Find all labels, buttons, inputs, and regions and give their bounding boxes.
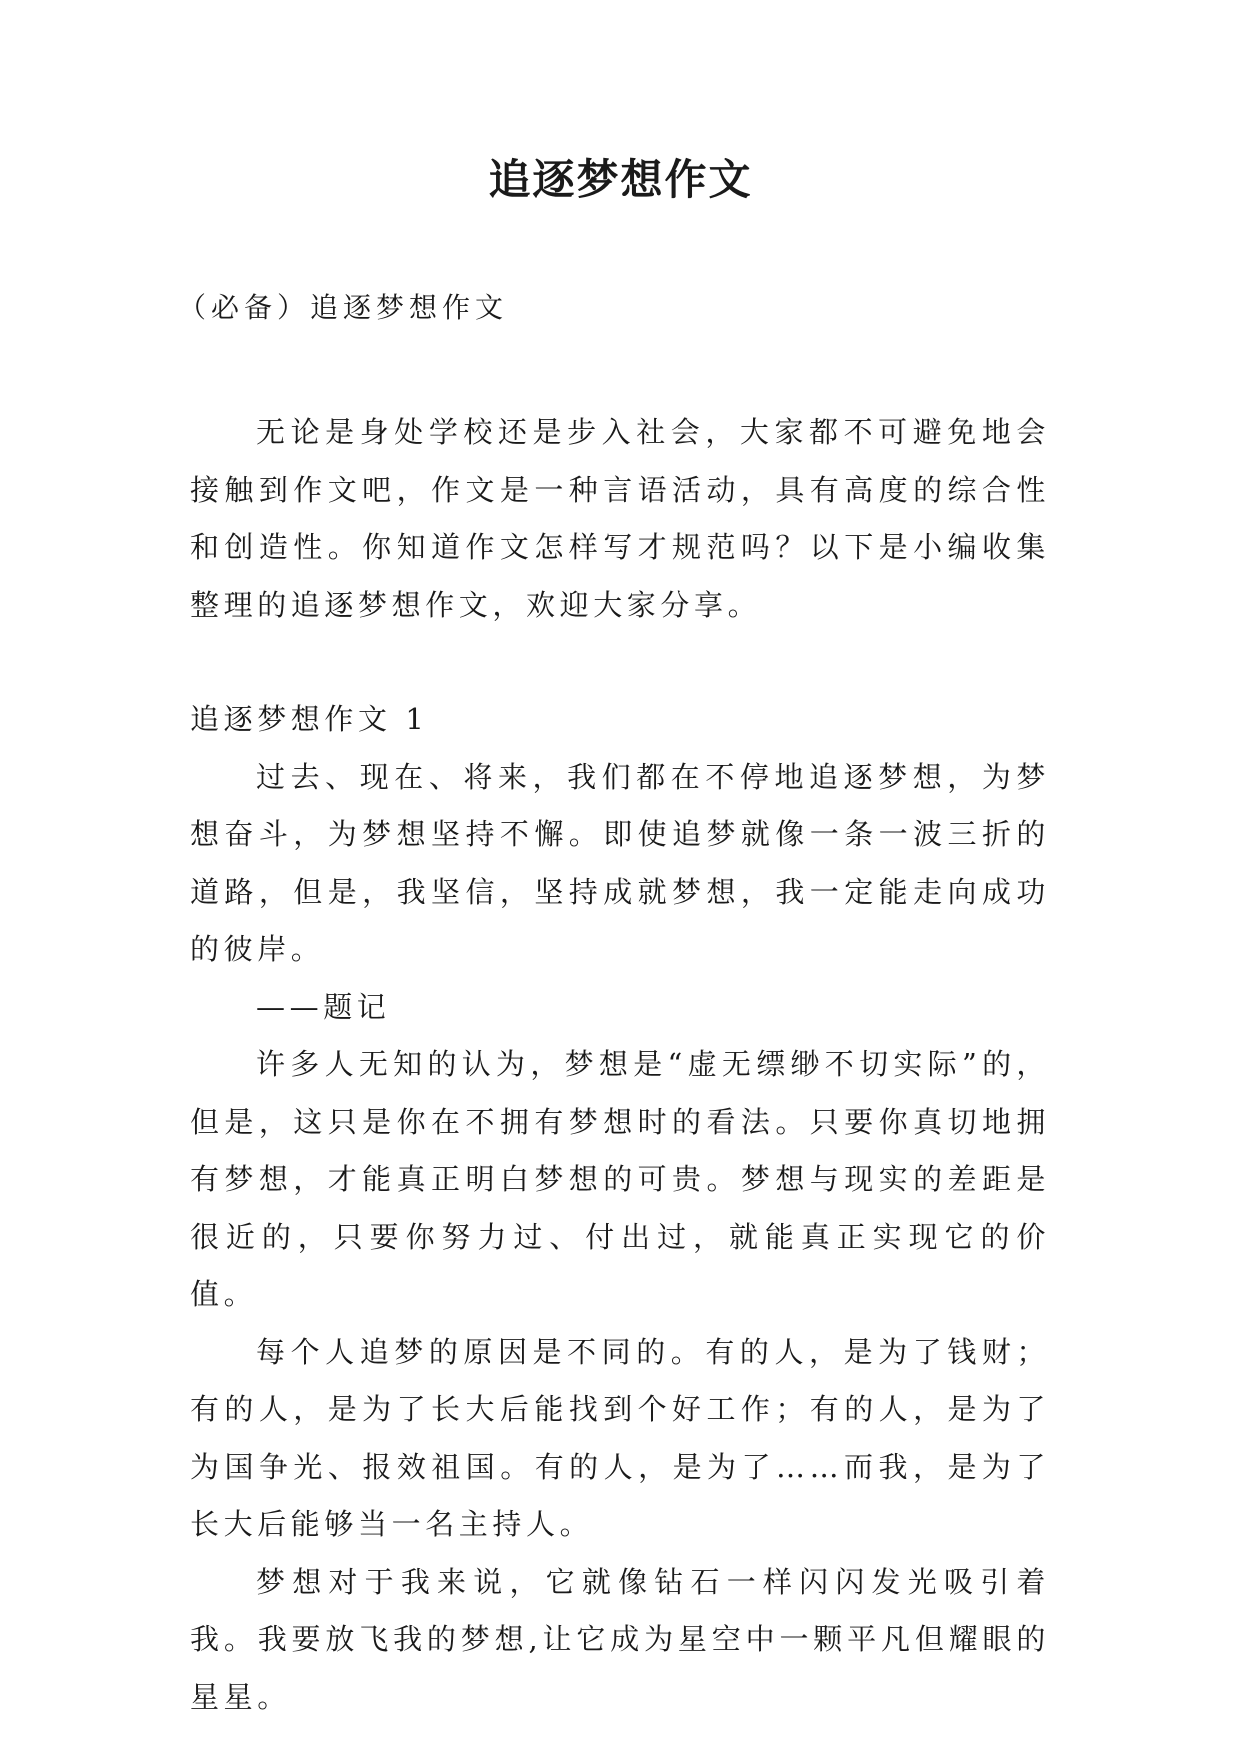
epigraph-signature: ——题记 <box>256 989 391 1024</box>
intro-paragraph: 无论是身处学校还是步入社会，大家都不可避免地会接触到作文吧，作文是一种言语活动，具有高度的综合性和创造性。你知道作文怎样写才规范吗？以下是小编收集整理的追逐梦想作文，欢迎大家分享。 <box>190 415 1050 622</box>
body-paragraph-4: 梦想对于我来说，它就像钻石一样闪闪发光吸引着我。我要放飞我的梦想,让它成为星空中一颗平凡但耀眼的星星。 <box>190 1564 1050 1714</box>
document-body <box>190 404 1050 1726</box>
body-paragraph-3: 每个人追梦的原因是不同的。有的人，是为了钱财；有的人，是为了长大后能找到个好工作；有的人，是为了为国争光、报效祖国。有的人，是为了……而我，是为了长大后能够当一名主持人。 <box>190 1334 1050 1541</box>
paragraph-gap <box>190 634 1050 691</box>
document-subtitle: （必备）追逐梦想作文 <box>178 291 509 324</box>
section-heading: 追逐梦想作文 1 <box>190 702 429 736</box>
body-paragraph-2: 许多人无知的认为，梦想是“虚无缥缈不切实际”的，但是，这只是你在不拥有梦想时的看法。只要你真切地拥有梦想，才能真正明白梦想的可贵。梦想与现实的差距是很近的，只要你努力过、付出过，就能真正实现它的价值。 <box>190 1047 1050 1311</box>
document-title: 追逐梦想作文 <box>488 155 753 204</box>
body-paragraph-1: 过去、现在、将来，我们都在不停地追逐梦想，为梦想奋斗，为梦想坚持不懈。即使追梦就像一条一波三折的道路，但是，我坚信，坚持成就梦想，我一定能走向成功的彼岸。 <box>190 759 1050 966</box>
